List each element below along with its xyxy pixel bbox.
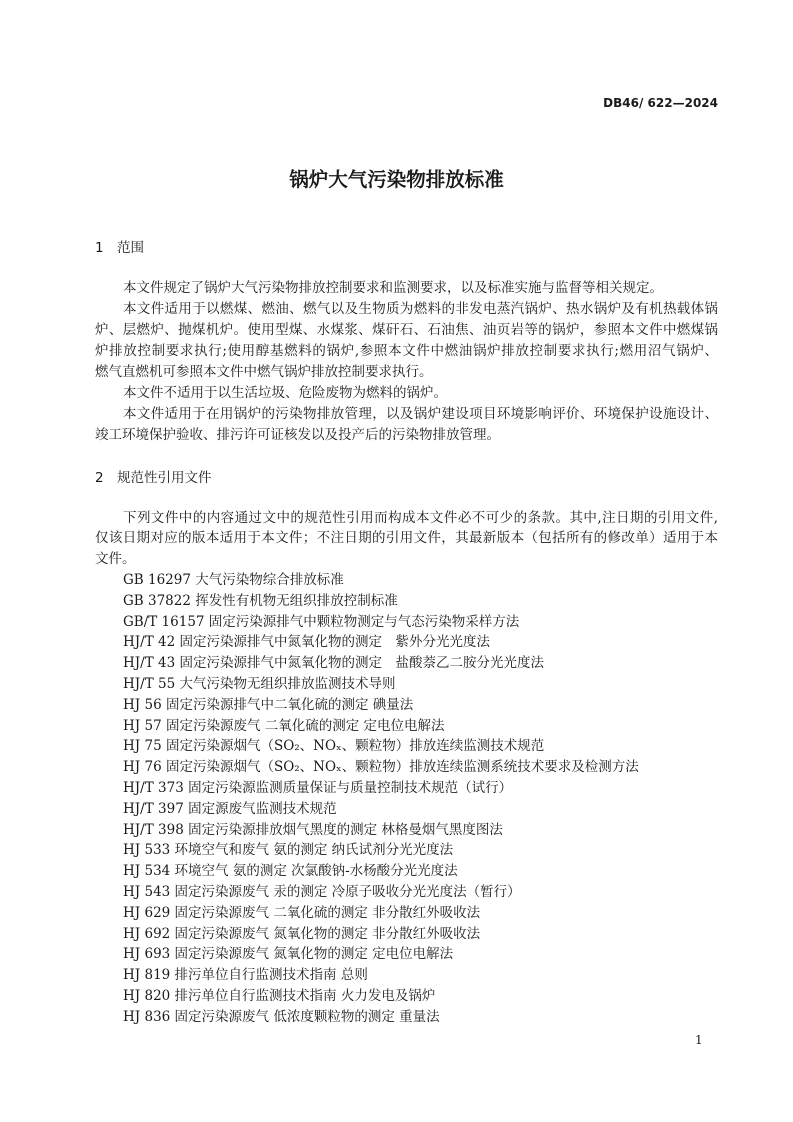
section-2-heading	[95, 468, 212, 488]
section-number: 2	[95, 470, 104, 486]
page-number: 1	[695, 1033, 703, 1047]
document-code: DB46/ 622—2024	[603, 96, 718, 110]
section-number: 1	[95, 240, 104, 256]
paragraph-line: 下列文件中的内容通过文中的规范性引用而构成本文件必不可少的条款。其中,注日期的引用文件,	[123, 509, 718, 526]
reference-item: HJ/T 42 固定污染源排气中氮氧化物的测定 紫外分光光度法	[123, 634, 490, 651]
reference-item: HJ 56 固定污染源排气中二氧化硫的测定 碘量法	[123, 696, 414, 713]
section-title: 规范性引用文件	[117, 470, 212, 486]
reference-item: GB/T 16157 固定污染源排气中颗粒物测定与气态污染物采样方法	[123, 613, 520, 630]
section-2-body	[95, 508, 718, 1028]
reference-item: GB 16297 大气污染物综合排放标准	[123, 571, 344, 588]
reference-item: HJ 534 环境空气 氨的测定 次氯酸钠-水杨酸分光光度法	[123, 863, 458, 880]
section-title: 范围	[117, 240, 144, 256]
reference-item: HJ/T 373 固定污染源监测质量保证与质量控制技术规范（试行）	[123, 779, 513, 796]
reference-item: HJ/T 43 固定污染源排气中氮氧化物的测定 盐酸萘乙二胺分光光度法	[123, 655, 544, 672]
reference-item: HJ 543 固定污染源废气 汞的测定 冷原子吸收分光光度法（暂行）	[123, 883, 521, 900]
reference-item: HJ 836 固定污染源废气 低浓度颗粒物的测定 重量法	[123, 1008, 440, 1025]
reference-item: HJ 75 固定污染源烟气（SO₂、NOₓ、颗粒物）排放连续监测技术规范	[123, 738, 545, 755]
paragraph-line: 本文件不适用于以生活垃圾、危险废物为燃料的锅炉。	[123, 384, 447, 401]
section-1-body	[95, 278, 718, 447]
reference-item: HJ/T 55 大气污染物无组织排放监测技术导则	[123, 675, 396, 692]
paragraph-line: 炉排放控制要求执行;使用醇基燃料的锅炉,参照本文件中燃油锅炉排放控制要求执行;燃用沼气锅炉、	[95, 342, 718, 359]
reference-item: HJ 629 固定污染源废气 二氧化硫的测定 非分散红外吸收法	[123, 904, 481, 921]
reference-item: HJ 693 固定污染源废气 氮氧化物的测定 定电位电解法	[123, 946, 454, 963]
paragraph-line: 竣工环境保护验收、排污许可证核发以及投产后的污染物排放管理。	[95, 427, 500, 444]
reference-item: HJ 820 排污单位自行监测技术指南 火力发电及锅炉	[123, 987, 436, 1004]
reference-item: HJ 819 排污单位自行监测技术指南 总则	[123, 967, 368, 984]
paragraph-line: 本文件适用于在用锅炉的污染物排放管理，以及锅炉建设项目环境影响评价、环境保护设施设计、	[123, 406, 718, 423]
reference-item: HJ 57 固定污染源废气 二氧化硫的测定 定电位电解法	[123, 717, 445, 734]
paragraph-line: 本文件适用于以燃煤、燃油、燃气以及生物质为燃料的非发电蒸汽锅炉、热水锅炉及有机热载体锅	[123, 300, 718, 317]
paragraph-line: 文件。	[95, 551, 136, 568]
paragraph-line: 仅该日期对应的版本适用于本文件；不注日期的引用文件，其最新版本（包括所有的修改单）适用于本	[95, 530, 718, 547]
paragraph-line: 本文件规定了锅炉大气污染物排放控制要求和监测要求，以及标准实施与监督等相关规定。	[123, 279, 663, 296]
paragraph-line: 炉、层燃炉、抛煤机炉。使用型煤、水煤浆、煤矸石、石油焦、油页岩等的锅炉，参照本文件中燃煤锅	[95, 321, 718, 338]
reference-item: GB 37822 挥发性有机物无组织排放控制标准	[123, 592, 398, 609]
reference-item: HJ 533 环境空气和废气 氨的测定 纳氏试剂分光光度法	[123, 842, 454, 859]
paragraph-line: 燃气直燃机可参照本文件中燃气锅炉排放控制要求执行。	[95, 363, 433, 380]
section-1-heading	[95, 238, 144, 258]
document-title: 锅炉大气污染物排放标准	[289, 168, 504, 191]
reference-item: HJ/T 398 固定污染源排放烟气黑度的测定 林格曼烟气黑度图法	[123, 821, 503, 838]
reference-item: HJ/T 397 固定源废气监测技术规范	[123, 800, 337, 817]
reference-item: HJ 692 固定污染源废气 氮氧化物的测定 非分散红外吸收法	[123, 925, 481, 942]
reference-item: HJ 76 固定污染源烟气（SO₂、NOₓ、颗粒物）排放连续监测系统技术要求及检测方法	[123, 759, 639, 776]
